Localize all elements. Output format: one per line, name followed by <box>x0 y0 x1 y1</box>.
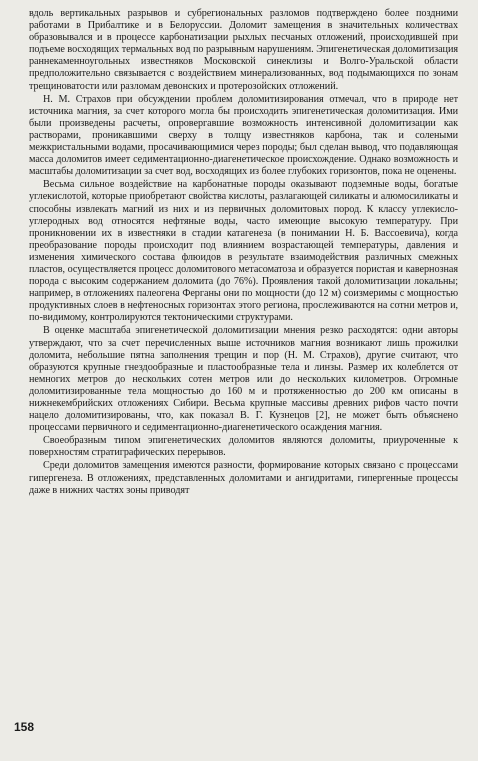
paragraph-5: Своеобразным типом эпигенетических доломитов являются доломиты, приуроченные к поверхностям стратиграфических перерывов. <box>29 435 458 459</box>
paragraph-2: Н. М. Страхов при обсуждении проблем доломитизирования отмечал, что в природе нет источника магния, за счет которого могла бы происходить эпигенетическая доломитизация. Ими были произведены расчеты, опровергавшие возможность интенсивной доломитизации как растворами, проникавшими сверху в толщу известняков карбона, так и солеными межкристальными водами, просачивающимися через породы; был сделан вывод, что подавляющая масса доломитов имеет седиментационно-диагенетическое происхождение. Однако возможность и масштабы доломитизации за счет вод, восходящих из более глубоких горизонтов, пока не оценены. <box>29 93 458 178</box>
paragraph-6: Среди доломитов замещения имеются разности, формирование которых связано с процессами гипергенеза. В отложениях, представленных доломитами и ангидритами, гипергенные процессы даже в нижних частях зоны приводят <box>29 460 458 496</box>
paragraph-4: В оценке масштаба эпигенетической доломитизации мнения резко расходятся: одни авторы утверждают, что за счет перечисленных выше источников магния возникают лишь прожилки доломита, небольшие пятна заполнения трещин и пор (Н. М. Страхов), другие считают, что образуются крупные гнездообразные и пластообразные тела и линзы. Размер их колеблется от немногих метров до нескольких сотен метров или до нескольких километров. Огромные доломитизированные тела мощностью до 160 м и протяженностью до 200 км описаны в нижнекембрийских отложениях Сибири. Весьма крупные массивы древних рифов часто почти нацело доломитизированы, что, как показал В. Г. Кузнецов [2], не может быть объяснено процессами первичного и седиментационно-диагенетического осаждения магния. <box>29 325 458 434</box>
paragraph-1: вдоль вертикальных разрывов и субрегиональных разломов подтверждено более поздними работами в Прибалтике и в Белоруссии. Доломит замещения в значительных количествах образовывался и в процессе карбонатизации рыхлых песчаных отложений, происходившей при подъеме восходящих термальных вод по разрывным нарушениям. Эпигенетическая доломитизация раннекаменноугольных известняков Московской синеклизы и Волго-Уральской области предположительно связывается с воздействием минерализованных, вод подымающихся по зонам трещиноватости или разломам девонских и протерозойских отложений. <box>29 8 458 92</box>
page-number: 158 <box>14 720 35 734</box>
paragraph-3: Весьма сильное воздействие на карбонатные породы оказывают подземные воды, богатые углекислотой, которые приобретают свойства кислоты, разлагающей силикаты и алюмосиликаты и способны извлекать магний из них и из первичных доломитовых пород. К классу углекисло-углеродных вод относятся нефтяные воды, часто имеющие высокую температуру. При проникновении их в известняки в стадии катагенеза (в понимании Н. Б. Вассоевича), когда преобразование породы происходит под влиянием возрастающей температуры, давления и изменения химического состава флюидов в результате взаимодействия различных смежных пластов, осуществляется процесс доломитового метасоматоза и образуется пористая и кавернозная порода с высоким содержанием доломита (до 76%). Проявления такой доломитизации локальны; например, в отложениях палеогена Ферганы они по мощности (до 12 м) соизмеримы с мощностью продуктивных слоев в нефтеносных горизонтах этого региона, прослеживаются на сотни метров и, по-видимому, контролируются тектоническими структурами. <box>29 179 458 324</box>
